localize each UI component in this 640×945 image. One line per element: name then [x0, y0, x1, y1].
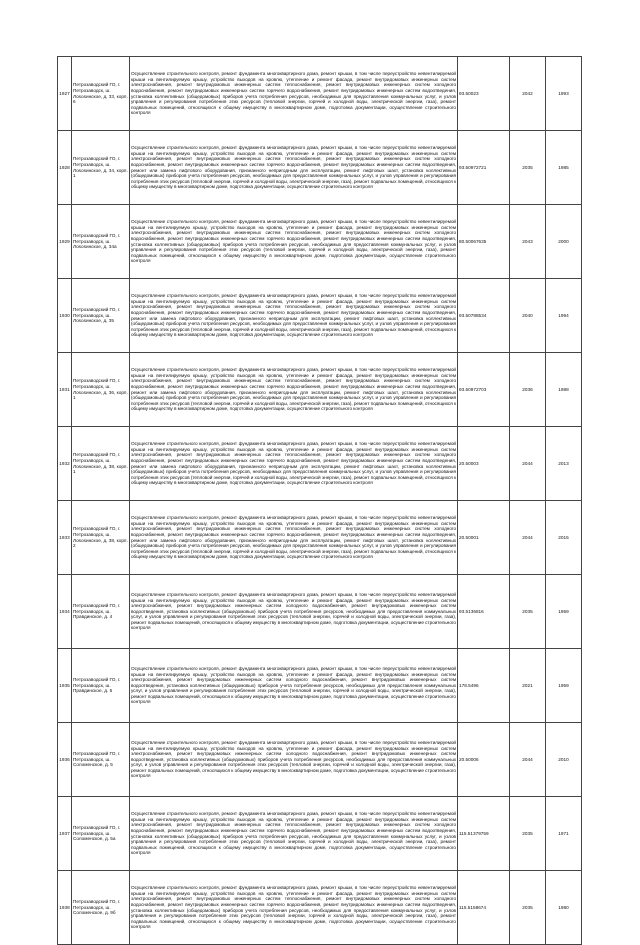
- row-number: 1928: [58, 131, 72, 205]
- table-row: [58, 279, 582, 353]
- planned-year: 2021: [510, 649, 546, 723]
- row-number: 1936: [58, 723, 72, 797]
- cost-value: 115.51379759: [458, 797, 510, 871]
- row-number: 1935: [58, 649, 72, 723]
- work-description: Осуществление строительного контроля, ремонт фундамента многоквартирного дома, ремонт крыши, в том числе переустройство невентилируемой крыши на вентилируемую крышу, устройство выходов на кровлю, утепление и ремонт фасада, ремонт внутридомовых инженерных систем электроснабжения, ремонт внутридомовых инженерных систем теплоснабжения, ремонт внутридомовых инженерных систем холодного водоснабжения, ремонт внутридомовых инженерных систем горячего водоснабжения, ремонт внутридомовых инженерных систем водоотведения, установка коллективных (общедомовых) приборов учета потребления ресурсов, необходимых для предоставления коммунальных услуг, и узлов управления и регулирования потребления этих ресурсов (тепловой энергии, горячей и холодной воды, электрической энергии, газа), ремонт подвальных помещений, относящихся к общему имуществу в многоквартирном доме, подготовка документации, осуществление строительного контроля: [130, 797, 458, 871]
- planned-year: 2040: [510, 279, 546, 353]
- planned-year: 2035: [510, 575, 546, 649]
- build-year: 1959: [546, 575, 582, 649]
- build-year: 1988: [546, 353, 582, 427]
- build-year: 1980: [546, 871, 582, 945]
- house-address: Петрозаводский ГО, г. Петрозаводск, ш. Лososинское, д. 36, корп. 1: [72, 353, 130, 427]
- row-number: 1934: [58, 575, 72, 649]
- table-row: [58, 353, 582, 427]
- house-address: Петрозаводский ГО, г. Петрозаводск, ш. Соломенское, д. 5а: [72, 797, 130, 871]
- house-address: Петрозаводский ГО, г. Петрозаводск, ш. Лososинское, д. 35: [72, 279, 130, 353]
- cost-value: 93.50972703: [458, 353, 510, 427]
- table-row: [58, 131, 582, 205]
- house-address: Петрозаводский ГО, г. Петрозаводск, ш. Лososинское, д. 34а: [72, 205, 130, 279]
- planned-year: 2044: [510, 723, 546, 797]
- cost-value: 178.5496: [458, 649, 510, 723]
- work-description: Осуществление строительного контроля, ремонт фундамента многоквартирного дома, ремонт крыши, в том числе переустройство невентилируемой крыши на вентилируемую крышу, устройство выходов на кровлю, утепление и ремонт фасада, ремонт внутридомовых инженерных систем электроснабжения, ремонт внутридомовых инженерных систем теплоснабжения, ремонт внутридомовых инженерных систем холодного водоснабжения, ремонт внутридомовых инженерных систем горячего водоснабжения, ремонт внутридомовых инженерных систем водоотведения, установка коллективных (общедомовых) приборов учета потребления ресурсов, необходимых для предоставления коммунальных услуг, и узлов управления и регулирования потребления этих ресурсов (тепловой энергии, горячей и холодной воды, электрической энергии, газа), ремонт подвальных помещений, относящихся к общему имуществу в многоквартирном доме, подготовка документации, осуществление строительного контроля: [130, 57, 458, 131]
- house-address: Петрозаводский ГО, г. Петрозаводск, ш. Лososинское, д. 33, корп. 6: [72, 57, 130, 131]
- work-description: Осуществление строительного контроля, ремонт фундамента многоквартирного дома, ремонт крыши, в том числе переустройство невентилируемой крыши на вентилируемую крышу, устройство выходов на кровлю, утепление и ремонт фасада, ремонт внутридомовых инженерных систем электроснабжения, ремонт внутридомовых инженерных систем холодного водоснабжения, ремонт внутридомовых инженерных систем водоотведения, установка коллективных (общедомовых) приборов учета потребления ресурсов, необходимых для предоставления коммунальных услуг, и узлов управления и регулирования потребления этих ресурсов (тепловой энергии, горячей и холодной воды, электрической энергии, газа), ремонт подвальных помещений, относящихся к общему имуществу в многоквартирном доме, подготовка документации, осуществление строительного контроля: [130, 649, 458, 723]
- row-number: 1927: [58, 57, 72, 131]
- table-row: [58, 501, 582, 575]
- cost-value: 93.50023: [458, 57, 510, 131]
- build-year: 2000: [546, 205, 582, 279]
- table-row: [58, 205, 582, 279]
- table-row: [58, 871, 582, 945]
- row-number: 1929: [58, 205, 72, 279]
- house-address: Петрозаводский ГО, г. Петрозаводск, ш. Лososинское, д. 38, корп. 1: [72, 427, 130, 501]
- row-number: 1931: [58, 353, 72, 427]
- table-row: [58, 797, 582, 871]
- registry-table: [57, 56, 582, 945]
- planned-year: 2042: [510, 57, 546, 131]
- cost-value: 80.50067635: [458, 205, 510, 279]
- house-address: Петрозаводский ГО, г. Петрозаводск, ш. Лososинское, д. 34, корп. 1: [72, 131, 130, 205]
- cost-value: 20.50006: [458, 723, 510, 797]
- table-row: [58, 649, 582, 723]
- planned-year: 2043: [510, 205, 546, 279]
- planned-year: 2035: [510, 131, 546, 205]
- registry-table-body: [58, 57, 582, 945]
- row-number: 1932: [58, 427, 72, 501]
- table-row: [58, 723, 582, 797]
- planned-year: 2044: [510, 501, 546, 575]
- build-year: 2010: [546, 723, 582, 797]
- house-address: Петрозаводский ГО, г. Петрозаводск, ш. Правдинское, д. 4: [72, 575, 130, 649]
- row-number: 1938: [58, 871, 72, 945]
- cost-value: 93.5136816: [458, 575, 510, 649]
- work-description: Осуществление строительного контроля, ремонт фундамента многоквартирного дома, ремонт крыши, в том числе переустройство невентилируемой крыши на вентилируемую крышу, устройство выходов на кровлю, утепление и ремонт фасада, ремонт внутридомовых инженерных систем электроснабжения, ремонт внутридомовых инженерных систем теплоснабжения, ремонт внутридомовых инженерных систем холодного водоснабжения, ремонт внутридомовых инженерных систем горячего водоснабжения, ремонт внутридомовых инженерных систем водоотведения, установка коллективных (общедомовых) приборов учета потребления ресурсов, необходимых для предоставления коммунальных услуг, и узлов управления и регулирования потребления этих ресурсов (тепловой энергии, горячей и холодной воды, электрической энергии, газа), ремонт подвальных помещений, относящихся к общему имуществу в многоквартирном доме, подготовка документации, осуществление строительного контроля: [130, 871, 458, 945]
- work-description: Осуществление строительного контроля, ремонт фундамента многоквартирного дома, ремонт крыши, в том числе переустройство невентилируемой крыши на вентилируемую крышу, устройство выходов на кровлю, утепление и ремонт фасада, ремонт внутридомовых инженерных систем электроснабжения, ремонт внутридомовых инженерных систем холодного водоснабжения, ремонт внутридомовых инженерных систем водоотведения, установка коллективных (общедомовых) приборов учета потребления ресурсов, необходимых для предоставления коммунальных услуг, и узлов управления и регулирования потребления этих ресурсов (тепловой энергии, горячей и холодной воды, электрической энергии, газа), ремонт подвальных помещений, относящихся к общему имуществу в многоквартирном доме, подготовка документации, осуществление строительного контроля: [130, 723, 458, 797]
- row-number: 1933: [58, 501, 72, 575]
- work-description: Осуществление строительного контроля, ремонт фундамента многоквартирного дома, ремонт крыши, в том числе переустройство невентилируемой крыши на вентилируемую крышу, устройство выходов на кровлю, утепление и ремонт фасада, ремонт внутридомовых инженерных систем электроснабжения, ремонт внутридомовых инженерных систем теплоснабжения, ремонт внутридомовых инженерных систем холодного водоснабжения, ремонт внутридомовых инженерных систем горячего водоснабжения, ремонт внутридомовых инженерных систем водоотведения, установка коллективных (общедомовых) приборов учета потребления ресурсов, необходимых для предоставления коммунальных услуг, и узлов управления и регулирования потребления этих ресурсов (тепловой энергии, горячей и холодной воды, электрической энергии, газа), ремонт подвальных помещений, относящихся к общему имуществу в многоквартирном доме, подготовка документации, осуществление строительного контроля: [130, 205, 458, 279]
- build-year: 1971: [546, 797, 582, 871]
- row-number: 1937: [58, 797, 72, 871]
- work-description: Осуществление строительного контроля, ремонт фундамента многоквартирного дома, ремонт крыши, в том числе переустройство невентилируемой крыши на вентилируемую крышу, устройство выходов на кровлю, утепление и ремонт фасада, ремонт внутридомовых инженерных систем электроснабжения, ремонт внутридомовых инженерных систем теплоснабжения, ремонт внутридомовых инженерных систем холодного водоснабжения, ремонт внутридомовых инженерных систем горячего водоснабжения, ремонт внутридомовых инженерных систем водоотведения, ремонт или замена лифтового оборудования, признанного непригодным для эксплуатации, ремонт лифтовых шахт, установка коллективных (общедомовых) приборов учета потребления ресурсов, необходимых для предоставления коммунальных услуг, и узлов управления и регулирования потребления этих ресурсов (тепловой энергии, горячей и холодной воды, электрической энергии, газа), ремонт подвальных помещений, относящихся к общему имуществу в многоквартирном доме, подготовка документации, осуществление строительного контроля: [130, 501, 458, 575]
- table-row: [58, 57, 582, 131]
- planned-year: 2036: [510, 353, 546, 427]
- work-description: Осуществление строительного контроля, ремонт фундамента многоквартирного дома, ремонт крыши, в том числе переустройство невентилируемой крыши на вентилируемую крышу, устройство выходов на кровлю, утепление и ремонт фасада, ремонт внутридомовых инженерных систем электроснабжения, ремонт внутридомовых инженерных систем холодного водоснабжения, ремонт внутридомовых инженерных систем водоотведения, установка коллективных (общедомовых) приборов учета потребления ресурсов, необходимых для предоставления коммунальных услуг, и узлов управления и регулирования потребления этих ресурсов (тепловой энергии, горячей и холодной воды, электрической энергии, газа), ремонт подвальных помещений, относящихся к общему имуществу в многоквартирном доме, подготовка документации, осуществление строительного контроля: [130, 575, 458, 649]
- house-address: Петрозаводский ГО, г. Петрозаводск, ш. Лososинское, д. 38, корп. 2: [72, 501, 130, 575]
- table-row: [58, 427, 582, 501]
- planned-year: 2035: [510, 797, 546, 871]
- cost-value: 93.50972721: [458, 131, 510, 205]
- build-year: 1959: [546, 649, 582, 723]
- build-year: 1993: [546, 57, 582, 131]
- cost-value: 20.50001: [458, 501, 510, 575]
- cost-value: 115.5158674: [458, 871, 510, 945]
- work-description: Осуществление строительного контроля, ремонт фундамента многоквартирного дома, ремонт крыши, в том числе переустройство невентилируемой крыши на вентилируемую крышу, устройство выходов на кровлю, утепление и ремонт фасада, ремонт внутридомовых инженерных систем электроснабжения, ремонт внутридомовых инженерных систем теплоснабжения, ремонт внутридомовых инженерных систем холодного водоснабжения, ремонт внутридомовых инженерных систем горячего водоснабжения, ремонт внутридомовых инженерных систем водоотведения, ремонт или замена лифтового оборудования, признанного непригодным для эксплуатации, ремонт лифтовых шахт, установка коллективных (общедомовых) приборов учета потребления ресурсов, необходимых для предоставления коммунальных услуг, и узлов управления и регулирования потребления этих ресурсов (тепловой энергии, горячей и холодной воды, электрической энергии, газа), ремонт подвальных помещений, относящихся к общему имуществу в многоквартирном доме, подготовка документации, осуществление строительного контроля: [130, 353, 458, 427]
- work-description: Осуществление строительного контроля, ремонт фундамента многоквартирного дома, ремонт крыши, в том числе переустройство невентилируемой крыши на вентилируемую крышу, устройство выходов на кровлю, утепление и ремонт фасада, ремонт внутридомовых инженерных систем электроснабжения, ремонт внутридомовых инженерных систем теплоснабжения, ремонт внутридомовых инженерных систем холодного водоснабжения, ремонт внутридомовых инженерных систем горячего водоснабжения, ремонт внутридомовых инженерных систем водоотведения, ремонт или замена лифтового оборудования, признанного непригодным для эксплуатации, ремонт лифтовых шахт, установка коллективных (общедомовых) приборов учета потребления ресурсов, необходимых для предоставления коммунальных услуг, и узлов управления и регулирования потребления этих ресурсов (тепловой энергии, горячей и холодной воды, электрической энергии, газа), ремонт подвальных помещений, относящихся к общему имуществу в многоквартирном доме, подготовка документации, осуществление строительного контроля: [130, 131, 458, 205]
- cost-value: 93.50788534: [458, 279, 510, 353]
- build-year: 2013: [546, 427, 582, 501]
- build-year: 1985: [546, 131, 582, 205]
- cost-value: 20.50003: [458, 427, 510, 501]
- house-address: Петрозаводский ГО, г. Петрозаводск, ш. Соломенское, д. 9б: [72, 871, 130, 945]
- work-description: Осуществление строительного контроля, ремонт фундамента многоквартирного дома, ремонт крыши, в том числе переустройство невентилируемой крыши на вентилируемую крышу, устройство выходов на кровлю, утепление и ремонт фасада, ремонт внутридомовых инженерных систем электроснабжения, ремонт внутридомовых инженерных систем теплоснабжения, ремонт внутридомовых инженерных систем холодного водоснабжения, ремонт внутридомовых инженерных систем горячего водоснабжения, ремонт внутридомовых инженерных систем водоотведения, ремонт или замена лифтового оборудования, признанного непригодным для эксплуатации, ремонт лифтовых шахт, установка коллективных (общедомовых) приборов учета потребления ресурсов, необходимых для предоставления коммунальных услуг, и узлов управления и регулирования потребления этих ресурсов (тепловой энергии, горячей и холодной воды, электрической энергии, газа), ремонт подвальных помещений, относящихся к общему имуществу в многоквартирном доме, подготовка документации, осуществление строительного контроля: [130, 279, 458, 353]
- build-year: 1994: [546, 279, 582, 353]
- planned-year: 2035: [510, 871, 546, 945]
- row-number: 1930: [58, 279, 72, 353]
- house-address: Петрозаводский ГО, г. Петрозаводск, ш. Соломенское, д. 5: [72, 723, 130, 797]
- build-year: 2015: [546, 501, 582, 575]
- planned-year: 2044: [510, 427, 546, 501]
- table-row: [58, 575, 582, 649]
- house-address: Петрозаводский ГО, г. Петрозаводск, ш. Правдинское, д. 5: [72, 649, 130, 723]
- work-description: Осуществление строительного контроля, ремонт фундамента многоквартирного дома, ремонт крыши, в том числе переустройство невентилируемой крыши на вентилируемую крышу, устройство выходов на кровлю, утепление и ремонт фасада, ремонт внутридомовых инженерных систем электроснабжения, ремонт внутридомовых инженерных систем теплоснабжения, ремонт внутридомовых инженерных систем холодного водоснабжения, ремонт внутридомовых инженерных систем горячего водоснабжения, ремонт внутридомовых инженерных систем водоотведения, ремонт или замена лифтового оборудования, признанного непригодным для эксплуатации, ремонт лифтовых шахт, установка коллективных (общедомовых) приборов учета потребления ресурсов, необходимых для предоставления коммунальных услуг, и узлов управления и регулирования потребления этих ресурсов (тепловой энергии, горячей и холодной воды, электрической энергии, газа), ремонт подвальных помещений, относящихся к общему имуществу в многоквартирном доме, подготовка документации, осуществление строительного контроля: [130, 427, 458, 501]
